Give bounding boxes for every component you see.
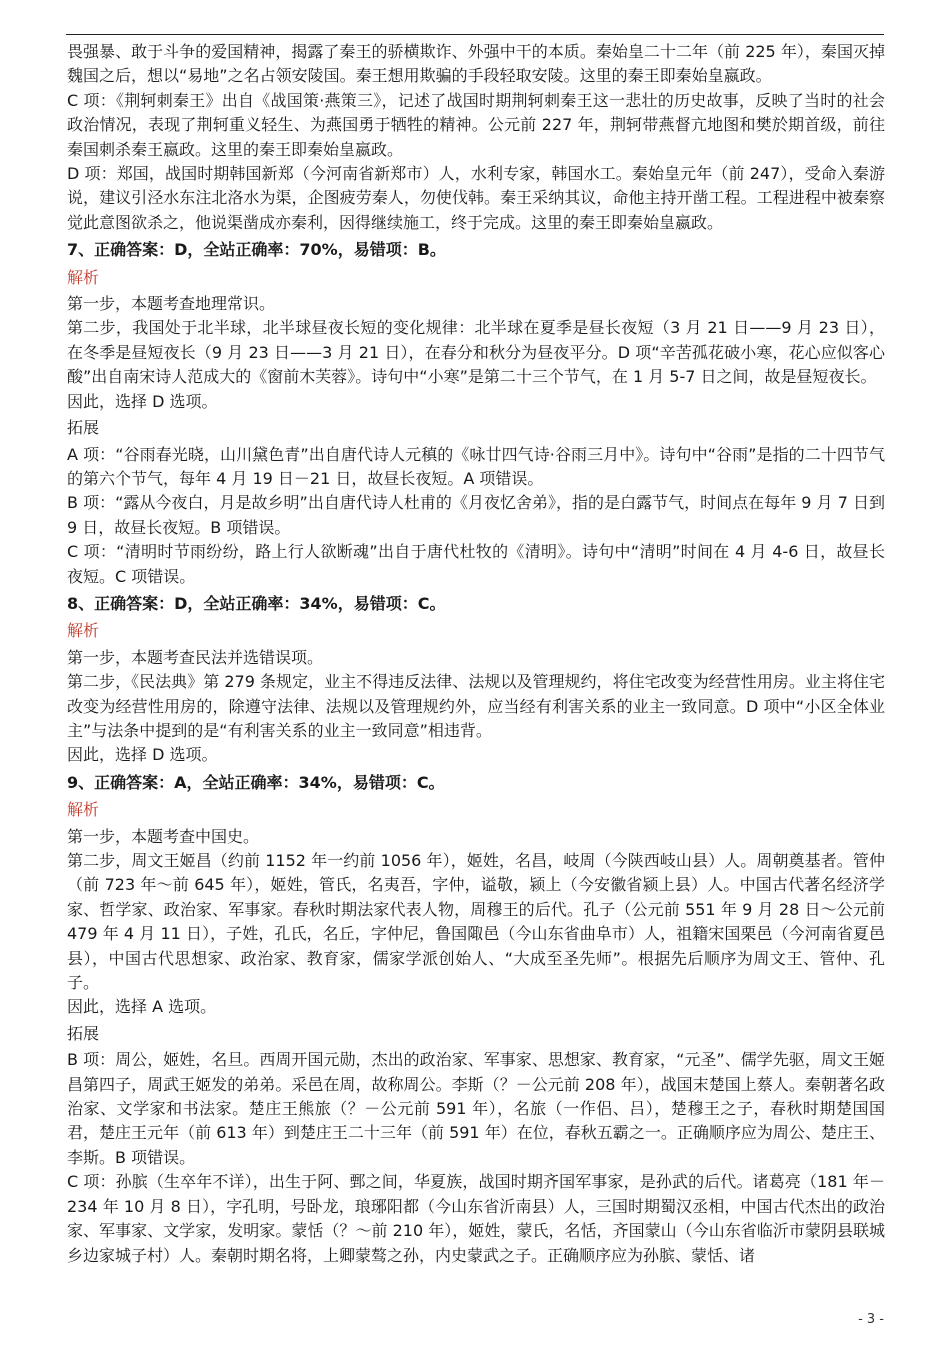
- question-8-analysis-label: 解析: [67, 621, 100, 641]
- extension-paragraph: C 项：孙膑（生卒年不详），出生于阿、鄄之间，华夏族，战国时期齐国军事家，是孙武的后代。诸葛亮（181 年－234 年 10 月 8 日），字孔明，号卧龙，琅琊阳都（今山东省沂南县）人，三国时期蜀汉丞相，中国古代杰出的政治家、军事家、文学家，发明家。蒙恬（？～前 210 年），姬姓，蒙氏，名恬，齐国蒙山（今山东省临沂市蒙阴县联城乡边家城子村）人。秦朝时期名将，上卿蒙骜之孙，内史蒙武之子。正确顺序应为孙膑、蒙恬、诸: [67, 1172, 885, 1265]
- analysis-step: 第二步，周文王姬昌（约前 1152 年一约前 1056 年），姬姓，名昌，岐周（今陕西岐山县）人。周朝奠基者。管仲（前 723 年～前 645 年），姬姓，管氏，名夷吾，字仲，谥敬，颍上（今安徽省颍上县）人。中国古代著名经济学家、哲学家、政治家、军事家。春秋时期法家代表人物，周穆王的后代。孔子（公元前 551 年 9 月 28 日～公元前 479 年 4 月 11 日），子姓，孔氏，名丘，字仲尼，鲁国陬邑（今山东省曲阜市）人，祖籍宋国栗邑（今河南省夏邑县），中国古代思想家、政治家、教育家，儒家学派创始人、“大成至圣先师”。根据先后顺序为周文王、管仲、孔子。: [67, 851, 885, 993]
- intro-paragraph: 畏强暴、敢于斗争的爱国精神，揭露了秦王的骄横欺诈、外强中干的本质。秦始皇二十二年（前 225 年），秦国灭掉魏国之后，想以“易地”之名占领安陵国。秦王想用欺骗的手段轻取安陵。这里的秦王即秦始皇嬴政。: [67, 42, 885, 86]
- extension-paragraph: A 项：“谷雨春光晓，山川黛色青”出自唐代诗人元稹的《咏廿四气诗·谷雨三月中》。诗句中“谷雨”是指的二十四节气的第六个节气，每年 4 月 19 日－21 日，故昼长夜短。A 项错误。: [67, 444, 885, 488]
- analysis-step: 因此，选择 D 选项。: [67, 745, 218, 765]
- analysis-step: 因此，选择 A 选项。: [67, 997, 217, 1017]
- analysis-step: 第二步，《民法典》第 279 条规定，业主不得违反法律、法规以及管理规约，将住宅改变为经营性用房。业主将住宅改变为经营性用房的，除遵守法律、法规以及管理规约外，应当经有利害关系的业主一致同意。D 项中“小区全体业主”与法条中提到的是“有利害关系的业主一致同意”相违背。: [67, 672, 885, 740]
- page-number: - 3 -: [858, 1312, 884, 1327]
- analysis-step: 第一步，本题考查民法并选错误项。: [67, 647, 324, 667]
- header-rule: [66, 34, 884, 35]
- question-7-answer-line: 7、正确答案：D，全站正确率：70%，易错项：B。: [67, 240, 446, 260]
- question-9-analysis-label: 解析: [67, 800, 100, 820]
- question-9-answer-line: 9、正确答案：A，全站正确率：34%，易错项：C。: [67, 772, 445, 792]
- analysis-step: 第二步，我国处于北半球，北半球昼夜长短的变化规律：北半球在夏季是昼长夜短（3 月 21 日——9 月 23 日），在冬季是昼短夜长（9 月 23 日——3 月 21 日），在春分和秋分为昼夜平分。D 项“辛苦孤花破小寒，花心应似客心酸”出自南宋诗人范成大的《窗前木芙蓉》。诗句中“小寒”是第二十三个节气，在 1 月 5-7 日之间，故是昼短夜长。: [67, 318, 885, 387]
- analysis-step: 第一步，本题考查中国史。: [67, 826, 260, 846]
- question-7-extension-label: 拓展: [67, 418, 100, 438]
- question-7-analysis-label: 解析: [67, 267, 100, 287]
- analysis-step: 第一步，本题考查地理常识。: [67, 294, 276, 314]
- extension-paragraph: B 项：“露从今夜白，月是故乡明”出自唐代诗人杜甫的《月夜忆舍弟》，指的是白露节气，时间点在每年 9 月 7 日到 9 日，故昼长夜短。B 项错误。: [67, 493, 885, 537]
- page-content: [67, 40, 885, 1268]
- question-8-answer-line: 8、正确答案：D，全站正确率：34%，易错项：C。: [67, 593, 446, 613]
- extension-paragraph: C 项：“清明时节雨纷纷，路上行人欲断魂”出自于唐代杜牧的《清明》。诗句中“清明”时间在 4 月 4-6 日，故昼长夜短。C 项错误。: [67, 542, 885, 586]
- intro-paragraph: C 项：《荆轲刺秦王》出自《战国策·燕策三》，记述了战国时期荆轲刺秦王这一悲壮的历史故事，反映了当时的社会政治情况，表现了荆轲重义轻生、为燕国勇于牺牲的精神。公元前 227 年，荆轲带燕督亢地图和樊於期首级，前往秦国刺杀秦王嬴政。这里的秦王即秦始皇嬴政。: [67, 90, 885, 159]
- question-9-extension-label: 拓展: [67, 1023, 100, 1043]
- extension-paragraph: B 项：周公，姬姓，名旦。西周开国元勋，杰出的政治家、军事家、思想家、教育家，“元圣”、儒学先驱，周文王姬昌第四子，周武王姬发的弟弟。采邑在周，故称周公。李斯（？－公元前 208 年），战国末楚国上蔡人。秦朝著名政治家、文学家和书法家。楚庄王熊旅（？－公元前 591 年），名旅（一作侣、吕），楚穆王之子，春秋时期楚国国君，楚庄王元年（前 613 年）到楚庄王二十三年（前 591 年）在位，春秋五霸之一。正确顺序应为周公、楚庄王、李斯。B 项错误。: [67, 1050, 885, 1167]
- analysis-step: 因此，选择 D 选项。: [67, 391, 218, 411]
- intro-paragraph: D 项：郑国，战国时期韩国新郑（今河南省新郑市）人，水利专家，韩国水工。秦始皇元年（前 247），受命入秦游说，建议引泾水东注北洛水为渠，企图疲劳秦人，勿使伐韩。秦王采纳其议，命他主持开凿工程。工程进程中被秦察觉此意图欲杀之，他说渠凿成亦秦利，因得继续施工，终于完成。这里的秦王即秦始皇嬴政。: [67, 164, 885, 232]
